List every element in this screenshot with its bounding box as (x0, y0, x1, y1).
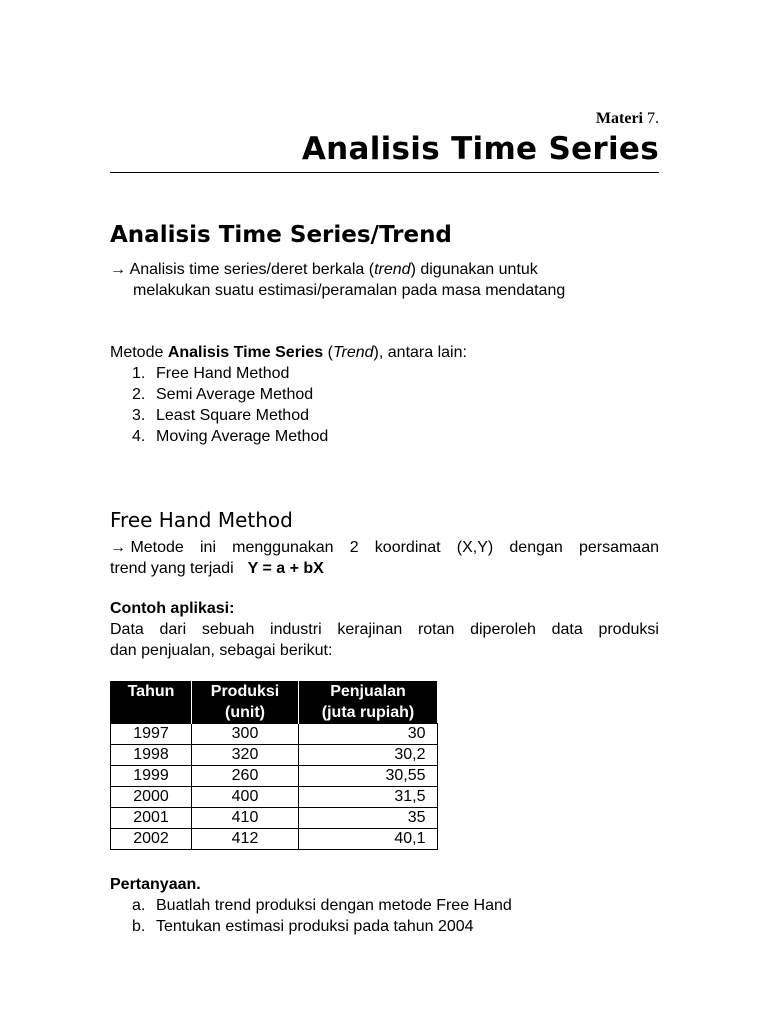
intro-paragraph: → Analisis time series/deret berkala (trend) digunakan untuk melakukan suatu estimasi/peramalan pada masa mendatang (110, 259, 659, 301)
list-item: a. Buatlah trend produksi dengan metode Free Hand (132, 897, 512, 914)
table-row: 2000 400 31,5 (111, 787, 438, 808)
questions-label: Pertanyaan. (110, 876, 201, 893)
table-row: 2002 412 40,1 (111, 829, 438, 850)
title-divider (110, 172, 659, 173)
methods-section (110, 342, 659, 447)
materi-label: Materi 7. (595, 110, 659, 127)
table-row: 1998 320 30,2 (111, 745, 438, 766)
table-row: 2001 410 35 (111, 808, 438, 829)
table-row: 1997 300 30 (111, 724, 438, 745)
list-item: 4. Moving Average Method (132, 428, 329, 445)
example-section: Contoh aplikasi: Data dari sebuah industri kerajinan rotan diperoleh data produksi dan penjualan, sebagai berikut: (110, 600, 659, 659)
section-heading-trend: Analisis Time Series/Trend (110, 222, 452, 248)
free-hand-description: → Metode ini menggunakan 2 koordinat (X,Y) dengan persamaan trend yang terjadi Y = a + bX (110, 539, 659, 577)
column-header-tahun: Tahun (111, 681, 192, 724)
page-title: Analisis Time Series (301, 131, 659, 167)
intro-line-2: melakukan suatu estimasi/peramalan pada masa mendatang (133, 282, 566, 299)
arrow-icon: → (110, 261, 126, 278)
list-item: 2. Semi Average Method (132, 386, 314, 403)
materi-number: 7. (647, 110, 659, 127)
trend-equation: Y = a + bX (247, 560, 324, 577)
table-header-row (111, 681, 438, 724)
questions-section (110, 874, 659, 937)
column-header-produksi: Produksi (unit) (192, 681, 299, 724)
questions-list (110, 895, 659, 937)
section-heading-free-hand: Free Hand Method (110, 508, 293, 532)
arrow-icon: → (110, 539, 126, 556)
example-label: Contoh aplikasi: (110, 600, 235, 617)
list-item: 1. Free Hand Method (132, 365, 290, 382)
production-sales-table (110, 681, 438, 850)
column-header-penjualan: Penjualan (juta rupiah) (299, 681, 438, 724)
list-item: 3. Least Square Method (132, 407, 309, 424)
methods-list (110, 363, 659, 447)
methods-lead: Metode Analisis Time Series (Trend), antara lain: (110, 344, 467, 361)
table-row: 1999 260 30,55 (111, 766, 438, 787)
list-item: b. Tentukan estimasi produksi pada tahun 2004 (132, 918, 474, 935)
